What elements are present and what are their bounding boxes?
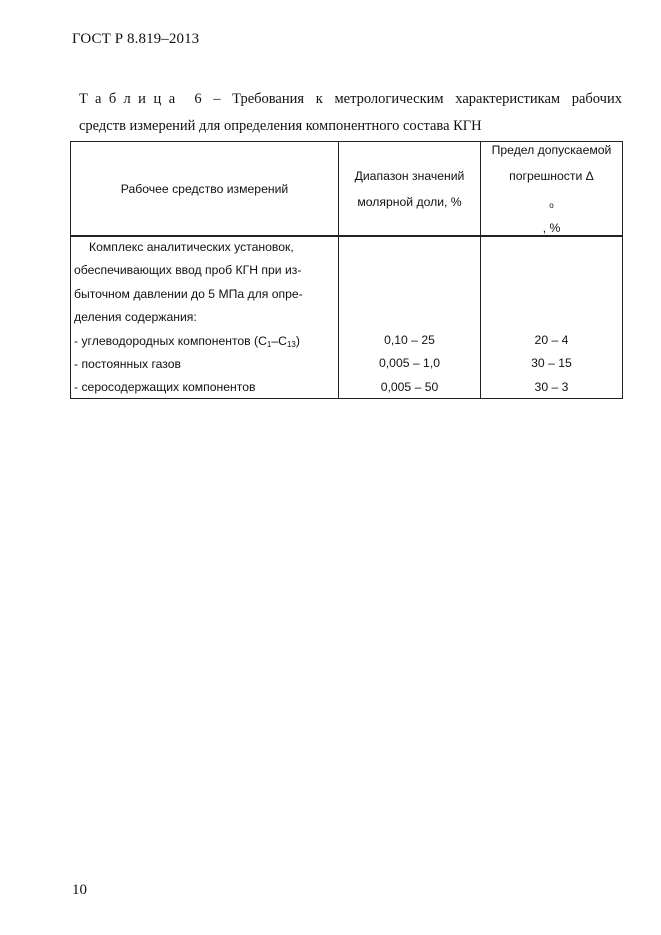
caption-word: метрологическим (334, 91, 444, 107)
instrument-description (74, 236, 336, 400)
range-value: 0,005 – 1,0 (379, 356, 440, 371)
intro-line: деления содержания: (74, 310, 197, 325)
document-header: ГОСТ Р 8.819–2013 (72, 31, 200, 47)
error-value: 20 – 4 (534, 333, 569, 347)
error-value: 30 – 15 (531, 356, 572, 371)
row-name-hydrocarbons: - углеводородных компонентов $(С_1-С_{13})$ (74, 333, 300, 349)
caption-word: характеристикам (455, 91, 561, 107)
header-range (339, 142, 480, 235)
caption-line-2: средств измерений для определения компонентного состава КГН (79, 118, 482, 134)
caption-line-1 (79, 86, 622, 113)
caption-label: Таблица (79, 91, 183, 107)
caption-dash: – (213, 91, 221, 107)
caption-number: 6 (194, 91, 202, 107)
range-values (339, 329, 480, 399)
header-instrument (71, 142, 338, 235)
range-value: 0,10 – 25 (384, 333, 435, 347)
page-number: 10 (72, 882, 87, 898)
caption-word: Требования (232, 91, 305, 107)
requirements-table (70, 141, 623, 399)
intro-line: обеспечивающих ввод проб КГН при из- (74, 263, 302, 278)
intro-line: быточном давлении до 5 МПа для опре- (74, 286, 303, 301)
error-values (481, 329, 622, 399)
table-caption (79, 86, 622, 140)
row-name-sulfur-compounds: - серосодержащих компонентов (74, 380, 256, 395)
header-range-line2: молярной доли, % (357, 194, 462, 209)
header-error-line2: погрешности Δ $_о$ , % (509, 168, 594, 235)
error-value: 30 – 3 (534, 379, 569, 394)
header-instrument-label: Рабочее средство измерений (120, 181, 289, 196)
range-value: 0,005 – 50 (380, 379, 439, 394)
header-error (481, 142, 622, 235)
row-name-permanent-gases: - постоянных газов (74, 357, 181, 372)
header-error-line1: Предел допускаемой (491, 142, 612, 157)
caption-word: рабочих (571, 91, 622, 107)
intro-line: Комплекс аналитических установок, (89, 240, 294, 254)
header-range-line1: Диапазон значений (354, 168, 465, 183)
caption-word: к (315, 91, 323, 107)
